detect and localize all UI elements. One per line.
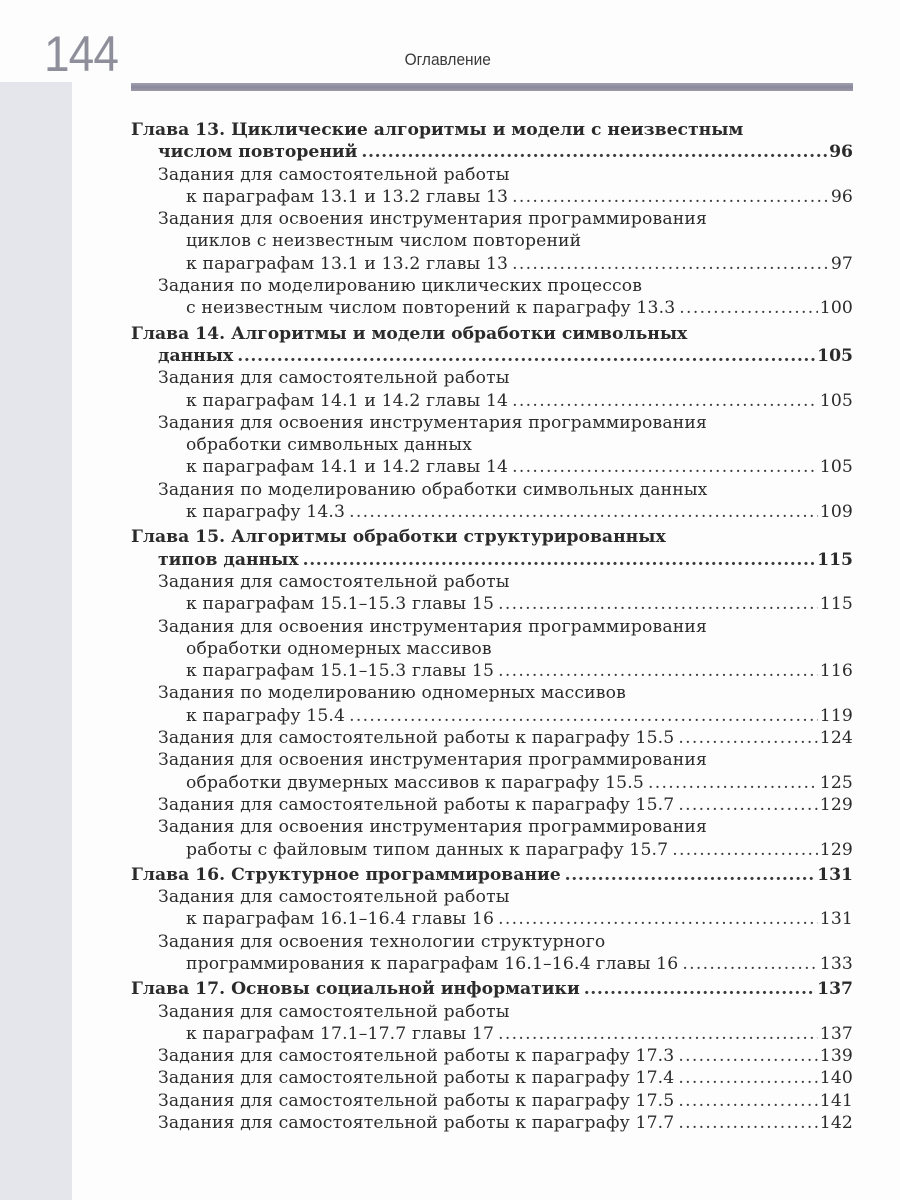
toc-entry[interactable]: Задания для самостоятельной работы к параграфу 17.5 ..... 141 (131, 1090, 853, 1112)
page-ref: 129 (819, 839, 853, 860)
toc-entry-cont[interactable]: к параграфу 14.3 ..... 109 (131, 501, 853, 523)
leader-dots (678, 794, 817, 816)
leader-dots (584, 978, 815, 1000)
leader-dots (349, 705, 818, 727)
header-rule (131, 83, 853, 91)
toc-entry[interactable]: Задания для самостоятельной работы к параграфу 17.4 ..... 140 (131, 1067, 853, 1089)
toc-entry-cont[interactable]: обработки символьных данных (186, 435, 473, 456)
leader-dots (679, 297, 817, 319)
leader-dots (498, 908, 818, 930)
leader-dots (678, 1045, 817, 1067)
leader-dots (512, 390, 818, 412)
leader-dots (303, 549, 816, 571)
toc-entry[interactable]: Задания для самостоятельной работы к параграфу 17.7 ..... 142 (131, 1112, 853, 1134)
toc-entry[interactable]: Задания для самостоятельной работы к параграфу 17.3 ..... 139 (131, 1045, 853, 1067)
toc-entry-cont[interactable]: к параграфам 15.1–15.3 главы 15 ..... 115 (131, 593, 853, 615)
page-ref: 137 (817, 979, 853, 1000)
leader-dots (648, 772, 818, 794)
toc-entry-cont[interactable]: к параграфам 17.1–17.7 главы 17 ..... 137 (131, 1023, 853, 1045)
toc-entry[interactable]: Задания для освоения инструментария программирования (158, 412, 707, 433)
page-number: 144 (44, 26, 119, 82)
chapter-title[interactable]: Глава 16. Структурное программирование ..... 131 (131, 864, 853, 886)
toc-entry[interactable]: Задания для самостоятельной работы к параграфу 15.5 ..... 124 (131, 727, 853, 749)
toc-entry[interactable]: Задания по моделированию обработки символьных данных (158, 479, 708, 500)
page-ref: 140 (819, 1068, 853, 1089)
page-ref: 105 (819, 457, 853, 478)
page-ref: 142 (819, 1113, 853, 1134)
toc-entry[interactable]: Задания для освоения инструментария программирования (158, 209, 707, 230)
toc-entry[interactable]: Задания по моделированию циклических процессов (158, 276, 643, 297)
leader-dots (678, 1112, 817, 1134)
page-ref: 115 (817, 549, 853, 570)
leader-dots (678, 1067, 817, 1089)
toc-chapter-13 (131, 119, 853, 320)
leader-dots (678, 1090, 817, 1112)
toc-entry[interactable]: Задания по моделированию одномерных массивов (158, 683, 626, 704)
toc-entry-cont[interactable]: программирования к параграфам 16.1–16.4 главы 16 ..... 133 (131, 953, 853, 975)
toc-entry[interactable]: Задания для самостоятельной работы к параграфу 15.7 ..... 129 (131, 794, 853, 816)
running-title: Оглавление (404, 50, 491, 69)
leader-dots (672, 839, 818, 861)
chapter-title-cont[interactable]: числом повторений ..... 96 (131, 141, 853, 163)
page-ref: 125 (819, 772, 853, 793)
chapter-title[interactable]: Глава 15. Алгоритмы обработки структурированных (131, 527, 666, 548)
page-ref: 96 (830, 186, 853, 207)
leader-dots (512, 186, 829, 208)
leader-dots (498, 593, 818, 615)
page-ref: 131 (819, 909, 853, 930)
toc-chapter-14 (131, 323, 853, 524)
leader-dots (565, 864, 815, 886)
page-ref: 96 (829, 142, 853, 163)
page-ref: 119 (819, 705, 853, 726)
page-ref: 116 (819, 661, 853, 682)
page-ref: 100 (819, 298, 853, 319)
table-of-contents (131, 119, 853, 1137)
toc-entry-cont[interactable]: к параграфам 16.1–16.4 главы 16 ..... 131 (131, 908, 853, 930)
leader-dots (682, 953, 817, 975)
page-ref: 133 (819, 953, 853, 974)
leader-dots (512, 456, 818, 478)
toc-entry[interactable]: Задания для самостоятельной работы (158, 887, 510, 908)
toc-entry[interactable]: Задания для освоения инструментария программирования (158, 616, 707, 637)
toc-entry[interactable]: Задания для освоения технологии структурного (158, 931, 606, 952)
page-ref: 124 (819, 728, 853, 749)
page-ref: 109 (819, 502, 853, 523)
chapter-title-cont[interactable]: данных ..... 105 (131, 345, 853, 367)
leader-dots (678, 727, 817, 749)
toc-entry[interactable]: Задания для самостоятельной работы (158, 571, 510, 592)
leader-dots (361, 141, 827, 163)
page-ref: 141 (819, 1090, 853, 1111)
leader-dots (237, 345, 815, 367)
page-ref: 105 (819, 390, 853, 411)
page-ref: 137 (819, 1023, 853, 1044)
chapter-title-cont[interactable]: типов данных ..... 115 (131, 549, 853, 571)
chapter-title[interactable]: Глава 17. Основы социальной информатики ..... 137 (131, 978, 853, 1000)
toc-entry[interactable]: Задания для самостоятельной работы (158, 368, 510, 389)
leader-dots (349, 501, 818, 523)
toc-entry[interactable]: Задания для самостоятельной работы (158, 1001, 510, 1022)
leader-dots (498, 660, 818, 682)
page-ref: 115 (819, 594, 853, 615)
toc-entry-cont[interactable]: циклов с неизвестным числом повторений (186, 231, 582, 252)
toc-entry[interactable]: Задания для освоения инструментария программирования (158, 817, 707, 838)
page-ref: 129 (819, 794, 853, 815)
page-ref: 105 (817, 345, 853, 366)
toc-chapter-17 (131, 978, 853, 1134)
toc-entry[interactable]: Задания для самостоятельной работы (158, 164, 510, 185)
toc-entry-cont[interactable]: к параграфам 15.1–15.3 главы 15 ..... 116 (131, 660, 853, 682)
toc-entry-cont[interactable]: к параграфу 15.4 ..... 119 (131, 705, 853, 727)
page-ref: 139 (819, 1046, 853, 1067)
toc-entry-cont[interactable]: с неизвестным числом повторений к параграфу 13.3 ..... 100 (131, 297, 853, 319)
leader-dots (512, 253, 829, 275)
page-margin-strip (0, 82, 72, 1200)
toc-entry-cont[interactable]: к параграфам 13.1 и 13.2 главы 13 ..... 96 (131, 186, 853, 208)
chapter-title[interactable]: Глава 13. Циклические алгоритмы и модели с неизвестным (131, 120, 744, 140)
toc-entry-cont[interactable]: обработки одномерных массивов (186, 638, 492, 659)
toc-entry-cont[interactable]: к параграфам 14.1 и 14.2 главы 14 ..... 105 (131, 390, 853, 412)
toc-chapter-15 (131, 526, 853, 860)
toc-entry[interactable]: Задания для освоения инструментария программирования (158, 750, 707, 771)
toc-entry-cont[interactable]: к параграфам 14.1 и 14.2 главы 14 ..... 105 (131, 456, 853, 478)
toc-entry-cont[interactable]: к параграфам 13.1 и 13.2 главы 13 ..... 97 (131, 253, 853, 275)
chapter-title[interactable]: Глава 14. Алгоритмы и модели обработки символьных (131, 323, 688, 344)
toc-chapter-16 (131, 864, 853, 975)
toc-entry-cont[interactable]: обработки двумерных массивов к параграфу 15.5 ..... 125 (131, 772, 853, 794)
page-ref: 97 (830, 253, 853, 274)
page-ref: 131 (817, 864, 853, 885)
toc-entry-cont[interactable]: работы с файловым типом данных к параграфу 15.7 ..... 129 (131, 839, 853, 861)
leader-dots (498, 1023, 818, 1045)
